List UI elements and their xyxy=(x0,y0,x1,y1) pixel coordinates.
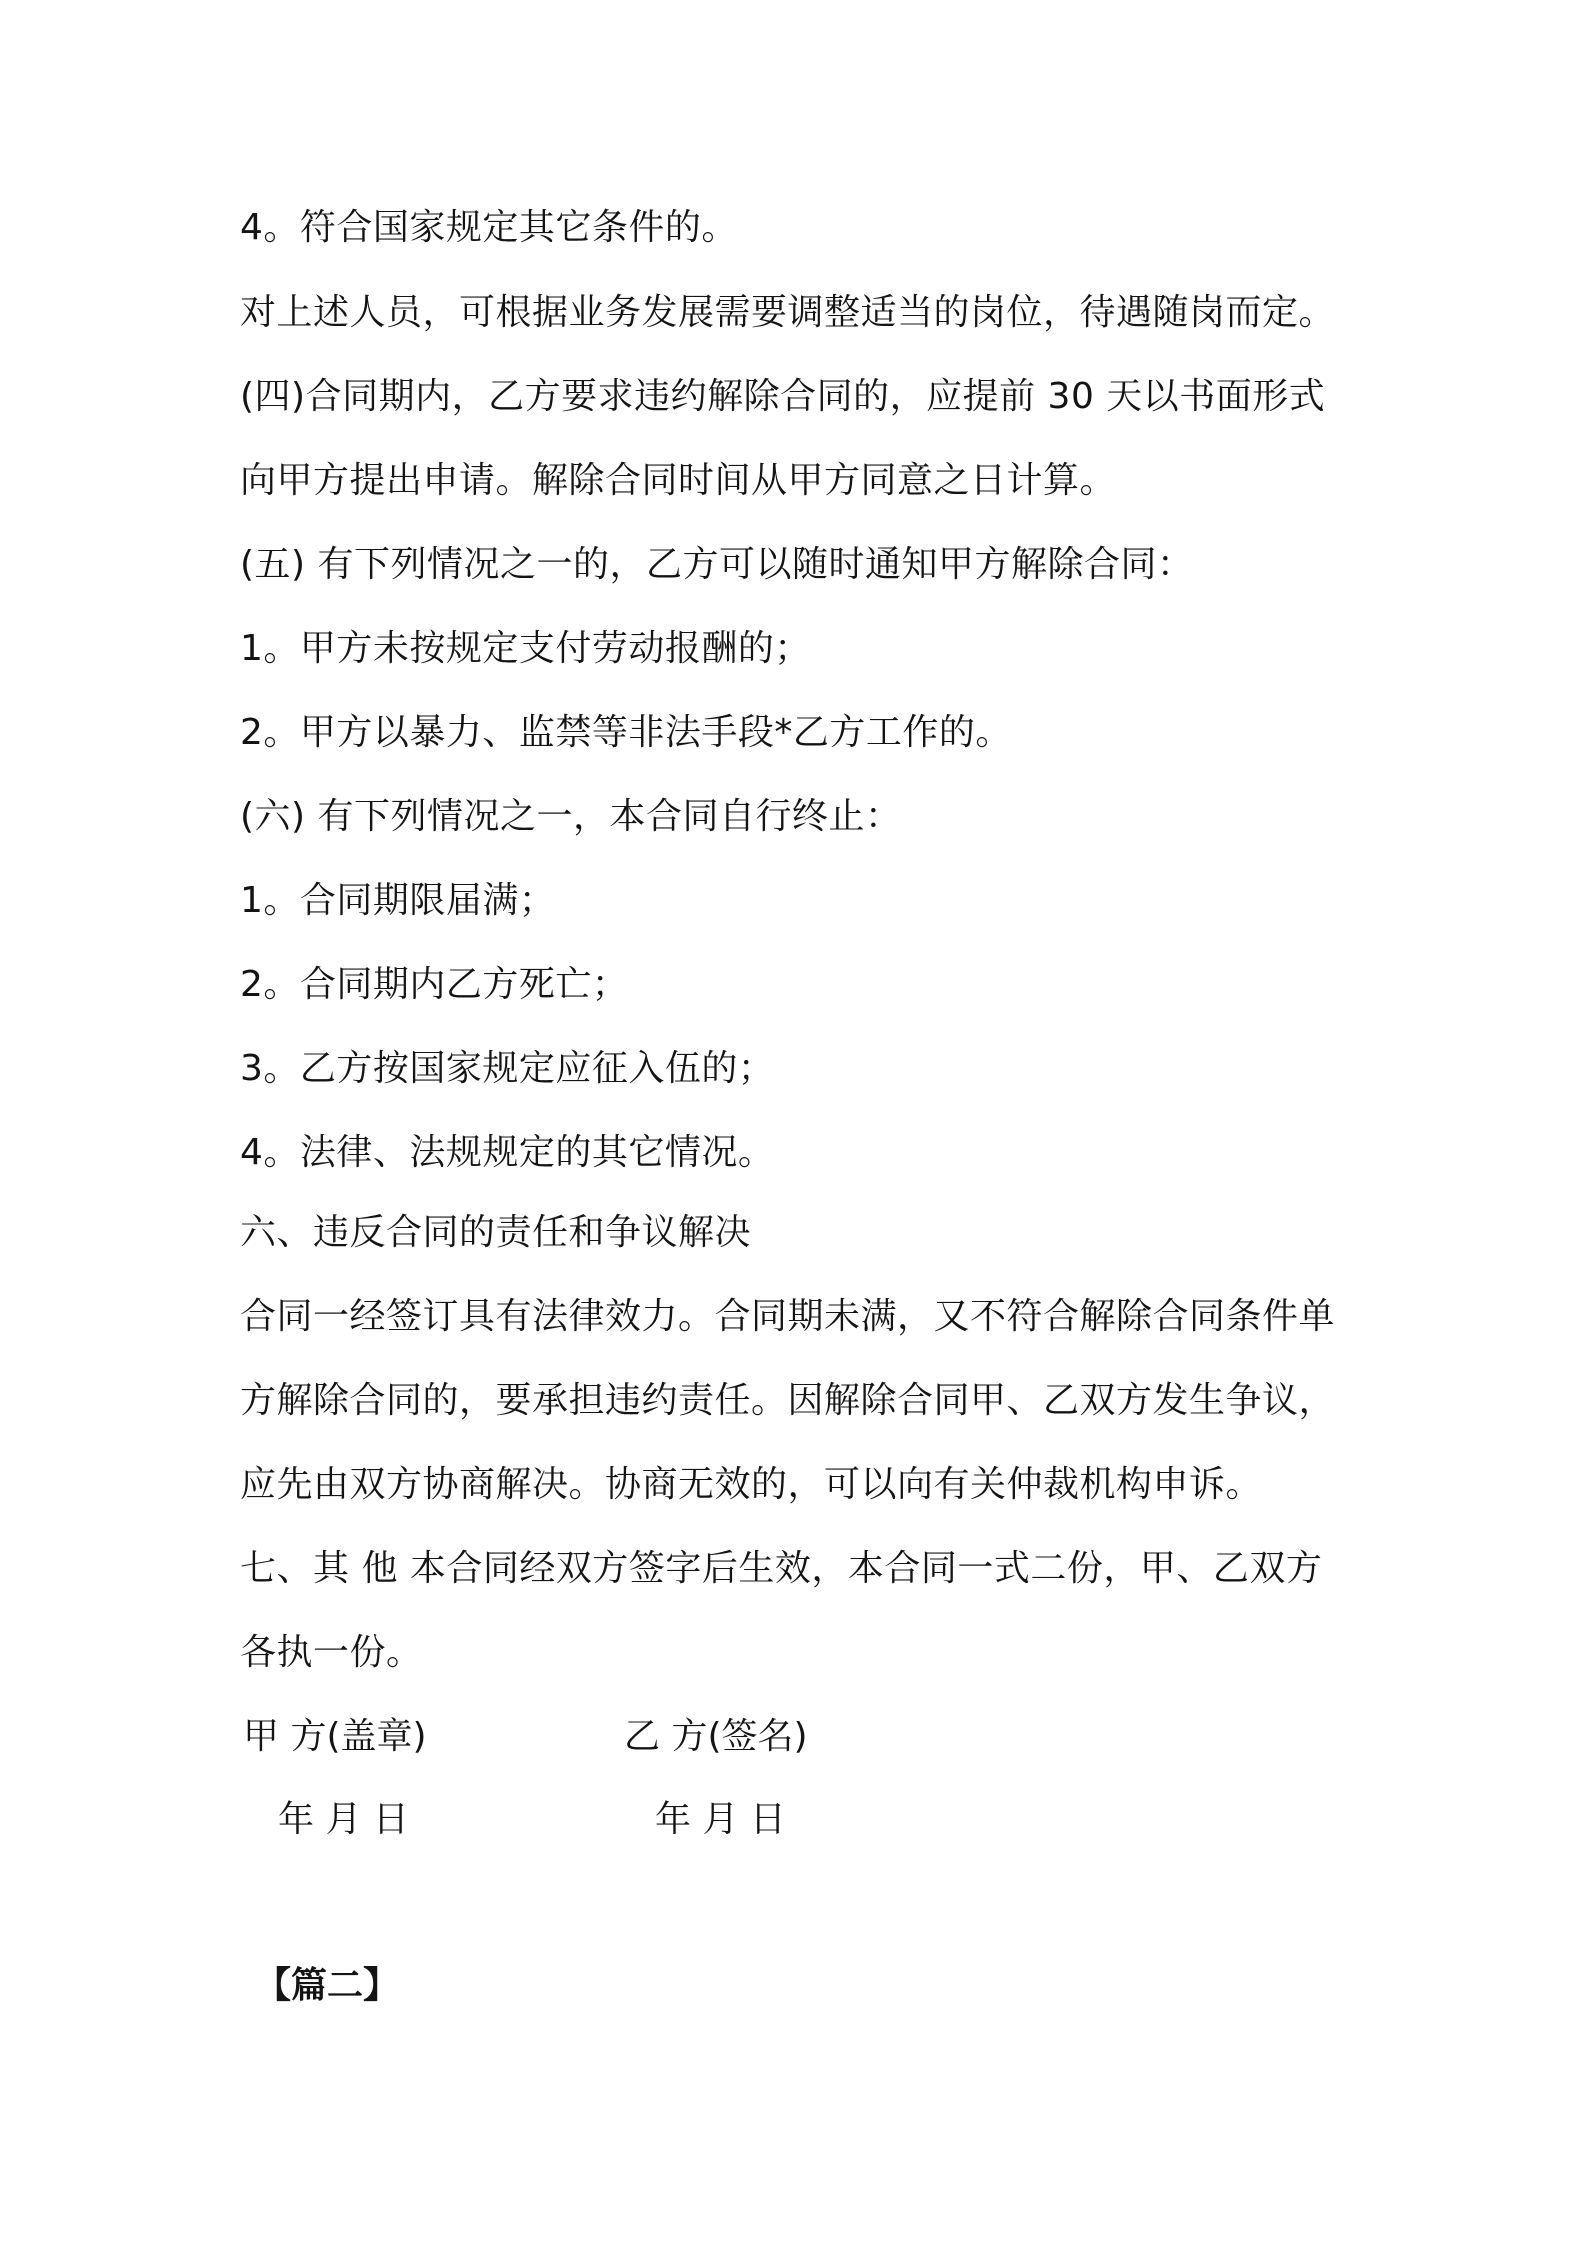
paragraph-line: 2。合同期内乙方死亡； xyxy=(240,964,629,1005)
paragraph-line: 4。符合国家规定其它条件的。 xyxy=(240,207,738,248)
paragraph-line: 合同一经签订具有法律效力。合同期未满，又不符合解除合同条件单 xyxy=(240,1296,1336,1337)
paragraph-line: 1。合同期限届满； xyxy=(240,880,556,921)
paragraph-line: 3。乙方按国家规定应征入伍的； xyxy=(240,1048,775,1089)
party-b-signature-label: 乙 方(签名) xyxy=(624,1716,808,1757)
party-b-date: 年 月 日 xyxy=(655,1799,786,1840)
paragraph-line: (五) 有下列情况之一的，乙方可以随时通知甲方解除合同： xyxy=(240,544,1194,585)
paragraph-line: 2。甲方以暴力、监禁等非法手段*乙方工作的。 xyxy=(240,712,1012,753)
party-a-date: 年 月 日 xyxy=(278,1799,409,1840)
paragraph-line: (六) 有下列情况之一，本合同自行终止： xyxy=(240,796,902,837)
paragraph-line: 1。甲方未按规定支付劳动报酬的； xyxy=(240,628,811,669)
paragraph-line: 应先由双方协商解决。协商无效的，可以向有关仲裁机构申诉。 xyxy=(240,1464,1263,1505)
party-a-seal-label: 甲 方(盖章) xyxy=(243,1716,427,1757)
paragraph-line: 七、其 他 本合同经双方签字后生效，本合同一式二份，甲、乙双方 xyxy=(240,1548,1323,1589)
paragraph-line: 方解除合同的，要承担违约责任。因解除合同甲、乙双方发生争议， xyxy=(240,1380,1336,1421)
paragraph-line: 各执一份。 xyxy=(240,1632,423,1673)
paragraph-line: 对上述人员，可根据业务发展需要调整适当的岗位，待遇随岗而定。 xyxy=(240,292,1336,333)
section-title: 六、违反合同的责任和争议解决 xyxy=(240,1212,752,1253)
section-heading: 【篇二】 xyxy=(255,1965,400,2006)
paragraph-line: (四)合同期内，乙方要求违约解除合同的，应提前 30 天以书面形式 xyxy=(240,376,1326,417)
paragraph-line: 4。法律、法规规定的其它情况。 xyxy=(240,1132,775,1173)
paragraph-line: 向甲方提出申请。解除合同时间从甲方同意之日计算。 xyxy=(240,460,1117,501)
